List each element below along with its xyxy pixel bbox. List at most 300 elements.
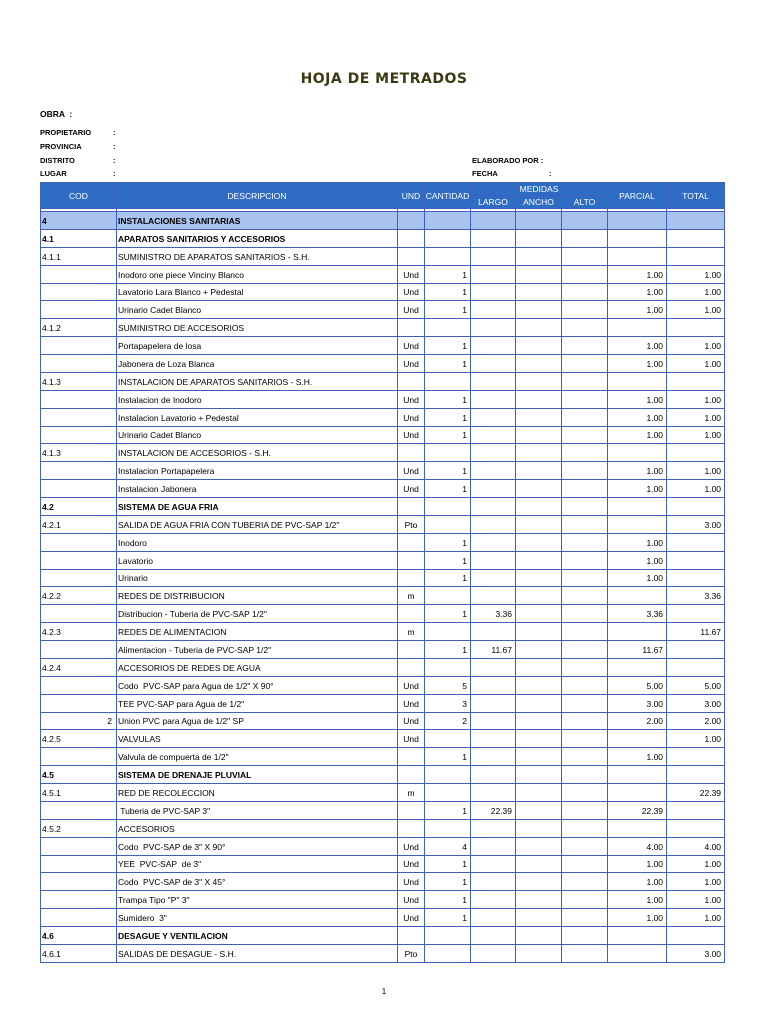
cell-unit xyxy=(398,247,425,265)
propietario-colon: : xyxy=(113,128,116,137)
cell-quantity: 1 xyxy=(425,873,471,891)
cell-width xyxy=(516,212,562,230)
cell-description: Urinario Cadet Blanco xyxy=(117,301,398,319)
cell-partial xyxy=(608,229,667,247)
table-row xyxy=(41,408,725,426)
cell-total: 22.39 xyxy=(667,784,725,802)
cell-unit xyxy=(398,319,425,337)
cell-unit xyxy=(398,605,425,623)
cell-description: Tuberia de PVC-SAP 3" xyxy=(117,801,398,819)
cell-width xyxy=(516,390,562,408)
cell-width xyxy=(516,551,562,569)
cell-width xyxy=(516,730,562,748)
cell-quantity: 1 xyxy=(425,301,471,319)
cell-length: 11.67 xyxy=(471,641,516,659)
cell-partial xyxy=(608,515,667,533)
cell-length xyxy=(471,712,516,730)
cell-cod xyxy=(41,569,117,587)
col-header-medidas: MEDIDAS xyxy=(471,183,608,196)
cell-quantity: 1 xyxy=(425,909,471,927)
cell-height xyxy=(562,909,608,927)
cell-total: 2.00 xyxy=(667,712,725,730)
cell-unit: Pto xyxy=(398,944,425,962)
cell-description: Instalacion Jabonera xyxy=(117,480,398,498)
cell-width xyxy=(516,641,562,659)
cell-length xyxy=(471,462,516,480)
cell-width xyxy=(516,337,562,355)
cell-length xyxy=(471,390,516,408)
cell-unit: Und xyxy=(398,408,425,426)
cell-partial xyxy=(608,766,667,784)
cell-description: Codo PVC-SAP de 3" X 45° xyxy=(117,873,398,891)
cell-partial: 1.00 xyxy=(608,748,667,766)
obra-label: OBRA : xyxy=(40,109,73,119)
cell-partial: 1.00 xyxy=(608,873,667,891)
cell-width xyxy=(516,372,562,390)
table-row xyxy=(41,587,725,605)
cell-total xyxy=(667,444,725,462)
cell-height xyxy=(562,784,608,802)
table-row xyxy=(41,623,725,641)
cell-quantity xyxy=(425,515,471,533)
col-header-alto: ALTO xyxy=(562,196,608,209)
cell-description: ACCESORIOS DE REDES DE AGUA xyxy=(117,658,398,676)
cell-length xyxy=(471,212,516,230)
cell-unit: Und xyxy=(398,390,425,408)
cell-total: 1.00 xyxy=(667,390,725,408)
cell-unit xyxy=(398,498,425,516)
cell-cod xyxy=(41,748,117,766)
cell-unit: Und xyxy=(398,694,425,712)
cell-width xyxy=(516,426,562,444)
cell-description: Valvula de compuerta de 1/2" xyxy=(117,748,398,766)
table-row xyxy=(41,355,725,373)
table-row xyxy=(41,229,725,247)
cell-length xyxy=(471,587,516,605)
cell-description: SUMINISTRO DE ACCESORIOS xyxy=(117,319,398,337)
cell-description: REDES DE ALIMENTACION xyxy=(117,623,398,641)
cell-partial xyxy=(608,623,667,641)
cell-length xyxy=(471,784,516,802)
cell-total xyxy=(667,319,725,337)
cell-width xyxy=(516,480,562,498)
cell-cod xyxy=(41,909,117,927)
cell-width xyxy=(516,944,562,962)
cell-cod: 4.2.5 xyxy=(41,730,117,748)
table-row xyxy=(41,605,725,623)
cell-unit xyxy=(398,801,425,819)
cell-unit: Und xyxy=(398,891,425,909)
cell-cod: 4.5.1 xyxy=(41,784,117,802)
cell-partial xyxy=(608,319,667,337)
table-row xyxy=(41,944,725,962)
cell-height xyxy=(562,891,608,909)
cell-description: ACCESORIOS xyxy=(117,819,398,837)
col-header-total: TOTAL xyxy=(667,183,725,209)
table-row xyxy=(41,319,725,337)
cell-length xyxy=(471,658,516,676)
cell-width xyxy=(516,498,562,516)
cell-quantity xyxy=(425,498,471,516)
table-row xyxy=(41,462,725,480)
cell-cod: 4.1 xyxy=(41,229,117,247)
table-row xyxy=(41,927,725,945)
cell-partial xyxy=(608,730,667,748)
cell-description: Urinario Cadet Blanco xyxy=(117,426,398,444)
cell-length xyxy=(471,372,516,390)
cell-length xyxy=(471,247,516,265)
cell-unit: Pto xyxy=(398,515,425,533)
cell-partial xyxy=(608,927,667,945)
table-row xyxy=(41,658,725,676)
cell-cod xyxy=(41,355,117,373)
cell-partial: 1.00 xyxy=(608,855,667,873)
cell-unit xyxy=(398,372,425,390)
cell-cod: 4.1.3 xyxy=(41,372,117,390)
cell-partial xyxy=(608,372,667,390)
table-row xyxy=(41,551,725,569)
cell-total: 1.00 xyxy=(667,355,725,373)
cell-length xyxy=(471,730,516,748)
cell-description: INSTALACIONES SANITARIAS xyxy=(117,212,398,230)
cell-partial: 1.00 xyxy=(608,462,667,480)
cell-partial: 1.00 xyxy=(608,533,667,551)
cell-height xyxy=(562,337,608,355)
cell-width xyxy=(516,319,562,337)
cell-description: Distribucion - Tuberia de PVC-SAP 1/2" xyxy=(117,605,398,623)
cell-length xyxy=(471,498,516,516)
cell-length xyxy=(471,855,516,873)
cell-width xyxy=(516,658,562,676)
cell-cod xyxy=(41,801,117,819)
cell-quantity xyxy=(425,229,471,247)
cell-total xyxy=(667,641,725,659)
cell-partial xyxy=(608,498,667,516)
cell-length xyxy=(471,694,516,712)
table-row xyxy=(41,372,725,390)
cell-cod: 4.2.1 xyxy=(41,515,117,533)
cell-cod xyxy=(41,694,117,712)
lugar-colon: : xyxy=(113,169,116,178)
cell-quantity: 5 xyxy=(425,676,471,694)
cell-length xyxy=(471,283,516,301)
cell-height xyxy=(562,426,608,444)
table-row xyxy=(41,784,725,802)
cell-quantity: 1 xyxy=(425,480,471,498)
cell-cod xyxy=(41,676,117,694)
cell-total xyxy=(667,748,725,766)
cell-height xyxy=(562,551,608,569)
cell-cod xyxy=(41,265,117,283)
cell-partial: 3.36 xyxy=(608,605,667,623)
cell-partial: 11.67 xyxy=(608,641,667,659)
cell-width xyxy=(516,229,562,247)
cell-unit: m xyxy=(398,784,425,802)
cell-length xyxy=(471,623,516,641)
cell-total xyxy=(667,247,725,265)
cell-description: Codo PVC-SAP para Agua de 1/2" X 90° xyxy=(117,676,398,694)
cell-height xyxy=(562,712,608,730)
cell-height xyxy=(562,837,608,855)
cell-quantity xyxy=(425,784,471,802)
cell-total: 1.00 xyxy=(667,283,725,301)
cell-width xyxy=(516,748,562,766)
cell-length xyxy=(471,873,516,891)
table-row xyxy=(41,337,725,355)
cell-height xyxy=(562,355,608,373)
cell-unit: Und xyxy=(398,855,425,873)
cell-quantity xyxy=(425,819,471,837)
cell-width xyxy=(516,801,562,819)
cell-unit: Und xyxy=(398,283,425,301)
cell-partial: 4.00 xyxy=(608,837,667,855)
cell-height xyxy=(562,319,608,337)
cell-width xyxy=(516,873,562,891)
cell-width xyxy=(516,301,562,319)
cell-total: 5.00 xyxy=(667,676,725,694)
cell-length xyxy=(471,480,516,498)
cell-length xyxy=(471,944,516,962)
cell-quantity xyxy=(425,658,471,676)
cell-length xyxy=(471,748,516,766)
cell-height xyxy=(562,730,608,748)
cell-total xyxy=(667,801,725,819)
col-header-descripcion: DESCRIPCION xyxy=(117,183,398,209)
cell-unit xyxy=(398,229,425,247)
cell-description: RED DE RECOLECCION xyxy=(117,784,398,802)
cell-width xyxy=(516,855,562,873)
cell-total: 1.00 xyxy=(667,873,725,891)
cell-cod: 4.2.2 xyxy=(41,587,117,605)
cell-description: Trampa Tipo "P" 3" xyxy=(117,891,398,909)
cell-width xyxy=(516,265,562,283)
cell-description: Lavatorio xyxy=(117,551,398,569)
cell-cod: 4.5.2 xyxy=(41,819,117,837)
cell-height xyxy=(562,658,608,676)
cell-cod: 4.2.4 xyxy=(41,658,117,676)
cell-height xyxy=(562,212,608,230)
table-row xyxy=(41,515,725,533)
col-header-cantidad: CANTIDAD xyxy=(425,183,471,209)
cell-quantity xyxy=(425,587,471,605)
cell-cod xyxy=(41,301,117,319)
cell-height xyxy=(562,587,608,605)
distrito-label: DISTRITO xyxy=(40,156,75,165)
elaborado-por-label: ELABORADO POR : xyxy=(472,156,544,165)
cell-width xyxy=(516,766,562,784)
fecha-colon: : xyxy=(549,169,552,178)
col-header-largo: LARGO xyxy=(471,196,516,209)
table-row xyxy=(41,283,725,301)
cell-height xyxy=(562,408,608,426)
page-title: HOJA DE METRADOS xyxy=(300,71,468,87)
cell-quantity: 1 xyxy=(425,891,471,909)
cell-total xyxy=(667,498,725,516)
cell-total xyxy=(667,819,725,837)
cell-height xyxy=(562,372,608,390)
cell-total: 3.36 xyxy=(667,587,725,605)
table-row xyxy=(41,212,725,230)
col-header-und: UND xyxy=(398,183,425,209)
col-header-cod: COD xyxy=(41,183,117,209)
fecha-label: FECHA xyxy=(472,169,498,178)
cell-width xyxy=(516,694,562,712)
cell-length xyxy=(471,515,516,533)
cell-unit: Und xyxy=(398,426,425,444)
cell-unit: Und xyxy=(398,873,425,891)
cell-partial xyxy=(608,658,667,676)
cell-width xyxy=(516,515,562,533)
cell-description: Portapapelera de losa xyxy=(117,337,398,355)
cell-cod: 4.2 xyxy=(41,498,117,516)
cell-height xyxy=(562,605,608,623)
cell-height xyxy=(562,515,608,533)
cell-description: Jabonera de Loza Blanca xyxy=(117,355,398,373)
cell-description: DESAGUE Y VENTILACION xyxy=(117,927,398,945)
cell-total xyxy=(667,605,725,623)
cell-partial xyxy=(608,587,667,605)
cell-total: 1.00 xyxy=(667,408,725,426)
cell-width xyxy=(516,927,562,945)
cell-cod xyxy=(41,337,117,355)
cell-width xyxy=(516,533,562,551)
cell-cod xyxy=(41,873,117,891)
cell-cod xyxy=(41,837,117,855)
cell-cod xyxy=(41,551,117,569)
cell-total xyxy=(667,212,725,230)
table-row xyxy=(41,247,725,265)
table-row xyxy=(41,641,725,659)
cell-height xyxy=(562,498,608,516)
table-row xyxy=(41,837,725,855)
table-row xyxy=(41,426,725,444)
cell-cod xyxy=(41,390,117,408)
cell-unit: m xyxy=(398,623,425,641)
cell-partial xyxy=(608,247,667,265)
cell-width xyxy=(516,247,562,265)
cell-quantity xyxy=(425,944,471,962)
cell-height xyxy=(562,247,608,265)
cell-description: VALVULAS xyxy=(117,730,398,748)
cell-partial: 1.00 xyxy=(608,891,667,909)
cell-height xyxy=(562,676,608,694)
cell-cod: 4.6 xyxy=(41,927,117,945)
table-row xyxy=(41,694,725,712)
cell-unit: Und xyxy=(398,265,425,283)
table-row xyxy=(41,444,725,462)
cell-total: 1.00 xyxy=(667,855,725,873)
cell-total: 1.00 xyxy=(667,480,725,498)
cell-total: 3.00 xyxy=(667,694,725,712)
cell-width xyxy=(516,623,562,641)
cell-cod xyxy=(41,891,117,909)
cell-width xyxy=(516,462,562,480)
cell-unit: Und xyxy=(398,676,425,694)
provincia-colon: : xyxy=(113,142,116,151)
table-row xyxy=(41,569,725,587)
cell-partial: 1.00 xyxy=(608,283,667,301)
cell-unit xyxy=(398,212,425,230)
cell-partial: 1.00 xyxy=(608,426,667,444)
cell-cod: 4.2.3 xyxy=(41,623,117,641)
cell-length xyxy=(471,337,516,355)
cell-cod xyxy=(41,462,117,480)
cell-width xyxy=(516,676,562,694)
table-row xyxy=(41,533,725,551)
cell-length xyxy=(471,676,516,694)
cell-length xyxy=(471,229,516,247)
cell-total: 1.00 xyxy=(667,301,725,319)
cell-quantity xyxy=(425,766,471,784)
cell-height xyxy=(562,927,608,945)
cell-unit: Und xyxy=(398,712,425,730)
cell-partial: 2.00 xyxy=(608,712,667,730)
cell-length xyxy=(471,319,516,337)
cell-height xyxy=(562,301,608,319)
cell-total xyxy=(667,229,725,247)
table-row xyxy=(41,712,725,730)
cell-unit: Und xyxy=(398,355,425,373)
cell-width xyxy=(516,784,562,802)
cell-quantity xyxy=(425,730,471,748)
cell-description: Union PVC para Agua de 1/2" SP xyxy=(117,712,398,730)
cell-partial: 22.39 xyxy=(608,801,667,819)
cell-quantity: 1 xyxy=(425,801,471,819)
cell-unit xyxy=(398,658,425,676)
cell-partial xyxy=(608,819,667,837)
cell-width xyxy=(516,355,562,373)
cell-quantity: 1 xyxy=(425,569,471,587)
cell-quantity: 1 xyxy=(425,265,471,283)
cell-height xyxy=(562,944,608,962)
cell-quantity: 1 xyxy=(425,337,471,355)
cell-quantity: 3 xyxy=(425,694,471,712)
cell-partial: 3.00 xyxy=(608,694,667,712)
cell-unit xyxy=(398,927,425,945)
cell-description: Inodoro one piece Vinciny Blanco xyxy=(117,265,398,283)
cell-description: Instalacion Lavatorio + Pedestal xyxy=(117,408,398,426)
distrito-colon: : xyxy=(113,156,116,165)
cell-width xyxy=(516,569,562,587)
cell-cod xyxy=(41,605,117,623)
cell-total: 1.00 xyxy=(667,909,725,927)
cell-length xyxy=(471,569,516,587)
cell-partial: 1.00 xyxy=(608,909,667,927)
cell-partial: 1.00 xyxy=(608,337,667,355)
cell-height xyxy=(562,569,608,587)
cell-width xyxy=(516,909,562,927)
cell-unit: Und xyxy=(398,909,425,927)
cell-partial: 1.00 xyxy=(608,301,667,319)
cell-cod xyxy=(41,641,117,659)
cell-height xyxy=(562,265,608,283)
cell-description: SALIDA DE AGUA FRIA CON TUBERIA DE PVC-SAP 1/2" xyxy=(117,515,398,533)
cell-cod: 4.1.1 xyxy=(41,247,117,265)
table-row xyxy=(41,873,725,891)
cell-height xyxy=(562,748,608,766)
cell-cod xyxy=(41,533,117,551)
cell-total: 1.00 xyxy=(667,891,725,909)
cell-height xyxy=(562,480,608,498)
cell-height xyxy=(562,444,608,462)
cell-length xyxy=(471,355,516,373)
cell-unit xyxy=(398,444,425,462)
cell-length xyxy=(471,265,516,283)
table-row xyxy=(41,855,725,873)
cell-total: 11.67 xyxy=(667,623,725,641)
cell-length xyxy=(471,533,516,551)
cell-total: 1.00 xyxy=(667,730,725,748)
